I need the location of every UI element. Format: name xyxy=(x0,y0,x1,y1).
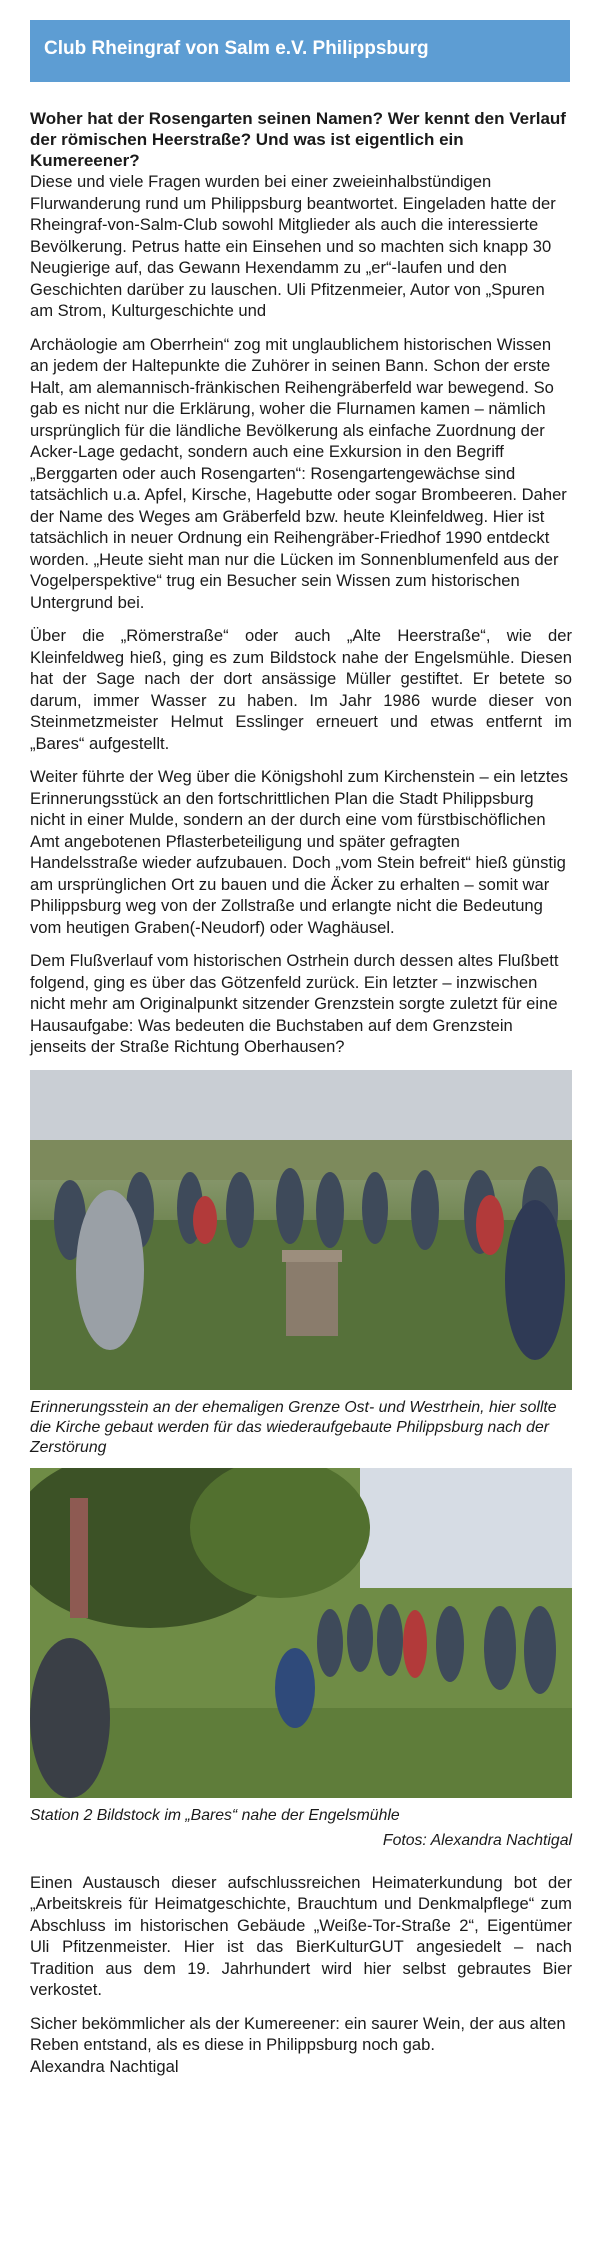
article-lead: Woher hat der Rosengarten seinen Namen? Wer kennt den Verlauf der römischen Heerstraße? Und was ist eigentlich ein Kumereener? xyxy=(30,109,566,170)
article-author: Alexandra Nachtigal xyxy=(30,2056,179,2076)
article-paragraph-2: Archäologie am Oberrhein“ zog mit unglaublichem historischen Wissen an jedem der Haltepunkte die Zuhörer in seinen Bann. Schon der erste Halt, am alemannisch-fränkischen Reihengräberfeld war bewegend. So gab es nicht nur die Erklärung, woher die Flurnamen kamen – nämlich ursprünglich für die ländliche Bevölkerung als einfache Zuordnung der Acker-Lage gedacht, sondern auch eine Exkursion in den Begriff „Berggarten oder auch Rosengarten“: Rosengartengewächse sind tatsächlich u.a. Apfel, Kirsche, Hagebutte oder sogar Brombeeren. Daher der Name des Weges am Gräberfeld bzw. heute Kleinfeldweg. Hier ist tatsächlich in neuer Ordnung ein Reihengräber-Friedhof 1990 entdeckt worden. „Heute sieht man nur die Lücken im Sonnenblumenfeld aus der Vogelperspektive“ trug ein Besucher sein Wissen zum historischen Untergrund bei. xyxy=(30,334,567,612)
article-paragraph-3: Über die „Römerstraße“ oder auch „Alte Heerstraße“, wie der Kleinfeldweg hieß, ging es zum Bildstock nahe der Engelsmühle. Diesen hat der Sage nach der dort ansässige Müller gestiftet. Er betete so darum, immer Wasser zu haben. Im Jahr 1986 wurde dieser von Steinmetzmeister Helmut Esslinger erneuert und etwas entfernt im „Bares“ aufgestellt. xyxy=(30,626,572,753)
article-paragraph-1: Diese und viele Fragen wurden bei einer zweieinhalbstündigen Flurwanderung rund um Philippsburg beantwortet. Eingeladen hatte der Rheingraf-von-Salm-Club sowohl Mitglieder als auch die interessierte Bevölkerung. Petrus hatte ein Einsehen und so machten sich knapp 30 Neugierige auf, das Gewann Hexendamm zu „er“-laufen und den Geschichten darüber zu lauschen. Uli Pfitzenmeier, Autor von „Spuren am Strom, Kulturgeschichte und xyxy=(30,172,556,320)
photo-caption-1: Erinnerungsstein an der ehemaligen Grenze Ost- und Westrhein, hier sollte die Kirche gebaut werden für das wiederaufgebaute Philippsburg nach der Zerstörung xyxy=(30,1398,557,1456)
photo-credit: Fotos: Alexandra Nachtigal xyxy=(382,1831,572,1849)
club-title: Club Rheingraf von Salm e.V. Philippsburg xyxy=(44,38,429,59)
article-paragraph-7: Sicher bekömmlicher als der Kumereener: ein saurer Wein, der aus alten Reben entstand, als es diese in Philippsburg noch gab. xyxy=(30,2013,566,2054)
photo-caption-2: Station 2 Bildstock im „Bares“ nahe der Engelsmühle xyxy=(30,1806,400,1824)
photo-shrine-illustration xyxy=(30,1468,572,1798)
article-paragraph-4: Weiter führte der Weg über die Königshohl zum Kirchenstein – ein letztes Erinnerungsstück an den fortschrittlichen Plan die Stadt Philippsburg nicht in einer Mulde, sondern an der durch eine vom fürstbischöflichen Amt angebotenen Pflasterbeteiligung und später gefragten Handelsstraße wieder aufzubauen. Doch „vom Stein befreit“ hieß günstig am ursprünglichen Ort zu bauen und die Äcker zu erhalten – somit war Philippsburg weg von der Zollstraße und erlangte nicht die Bedeutung vom heutigen Graben(-Neudorf) oder Waghäusel. xyxy=(30,767,569,937)
article-paragraph-5: Dem Flußverlauf vom historischen Ostrhein durch dessen altes Flußbett folgend, ging es über das Götzenfeld zurück. Ein letzter – inzwischen nicht mehr am Originalpunkt sitzender Grenzstein sorgte zuletzt für eine Hausaufgabe: Was bedeuten die Buchstaben auf dem Grenzstein jenseits der Straße Richtung Oberhausen? xyxy=(30,951,559,1056)
club-header-bar xyxy=(30,20,570,82)
photo-wayside-shrine-group xyxy=(30,1468,572,1798)
article-paragraph-6: Einen Austausch dieser aufschlussreichen Heimaterkundung bot der „Arbeitskreis für Heimatgeschichte, Brauchtum und Denkmalpflege“ zum Abschluss im historischen Gebäude „Weiße-Tor-Straße 2“, Eigentümer Uli Pfitzenmeister. Hier ist das BierKulturGUT angesiedelt – nach Tradition aus dem 19. Jahrhundert wird hier selbst gebrautes Bier verkostet. xyxy=(30,1872,572,1999)
article-content xyxy=(30,108,572,2089)
photo-boundary-stone-group xyxy=(30,1070,572,1390)
photo-group-illustration xyxy=(30,1070,572,1390)
